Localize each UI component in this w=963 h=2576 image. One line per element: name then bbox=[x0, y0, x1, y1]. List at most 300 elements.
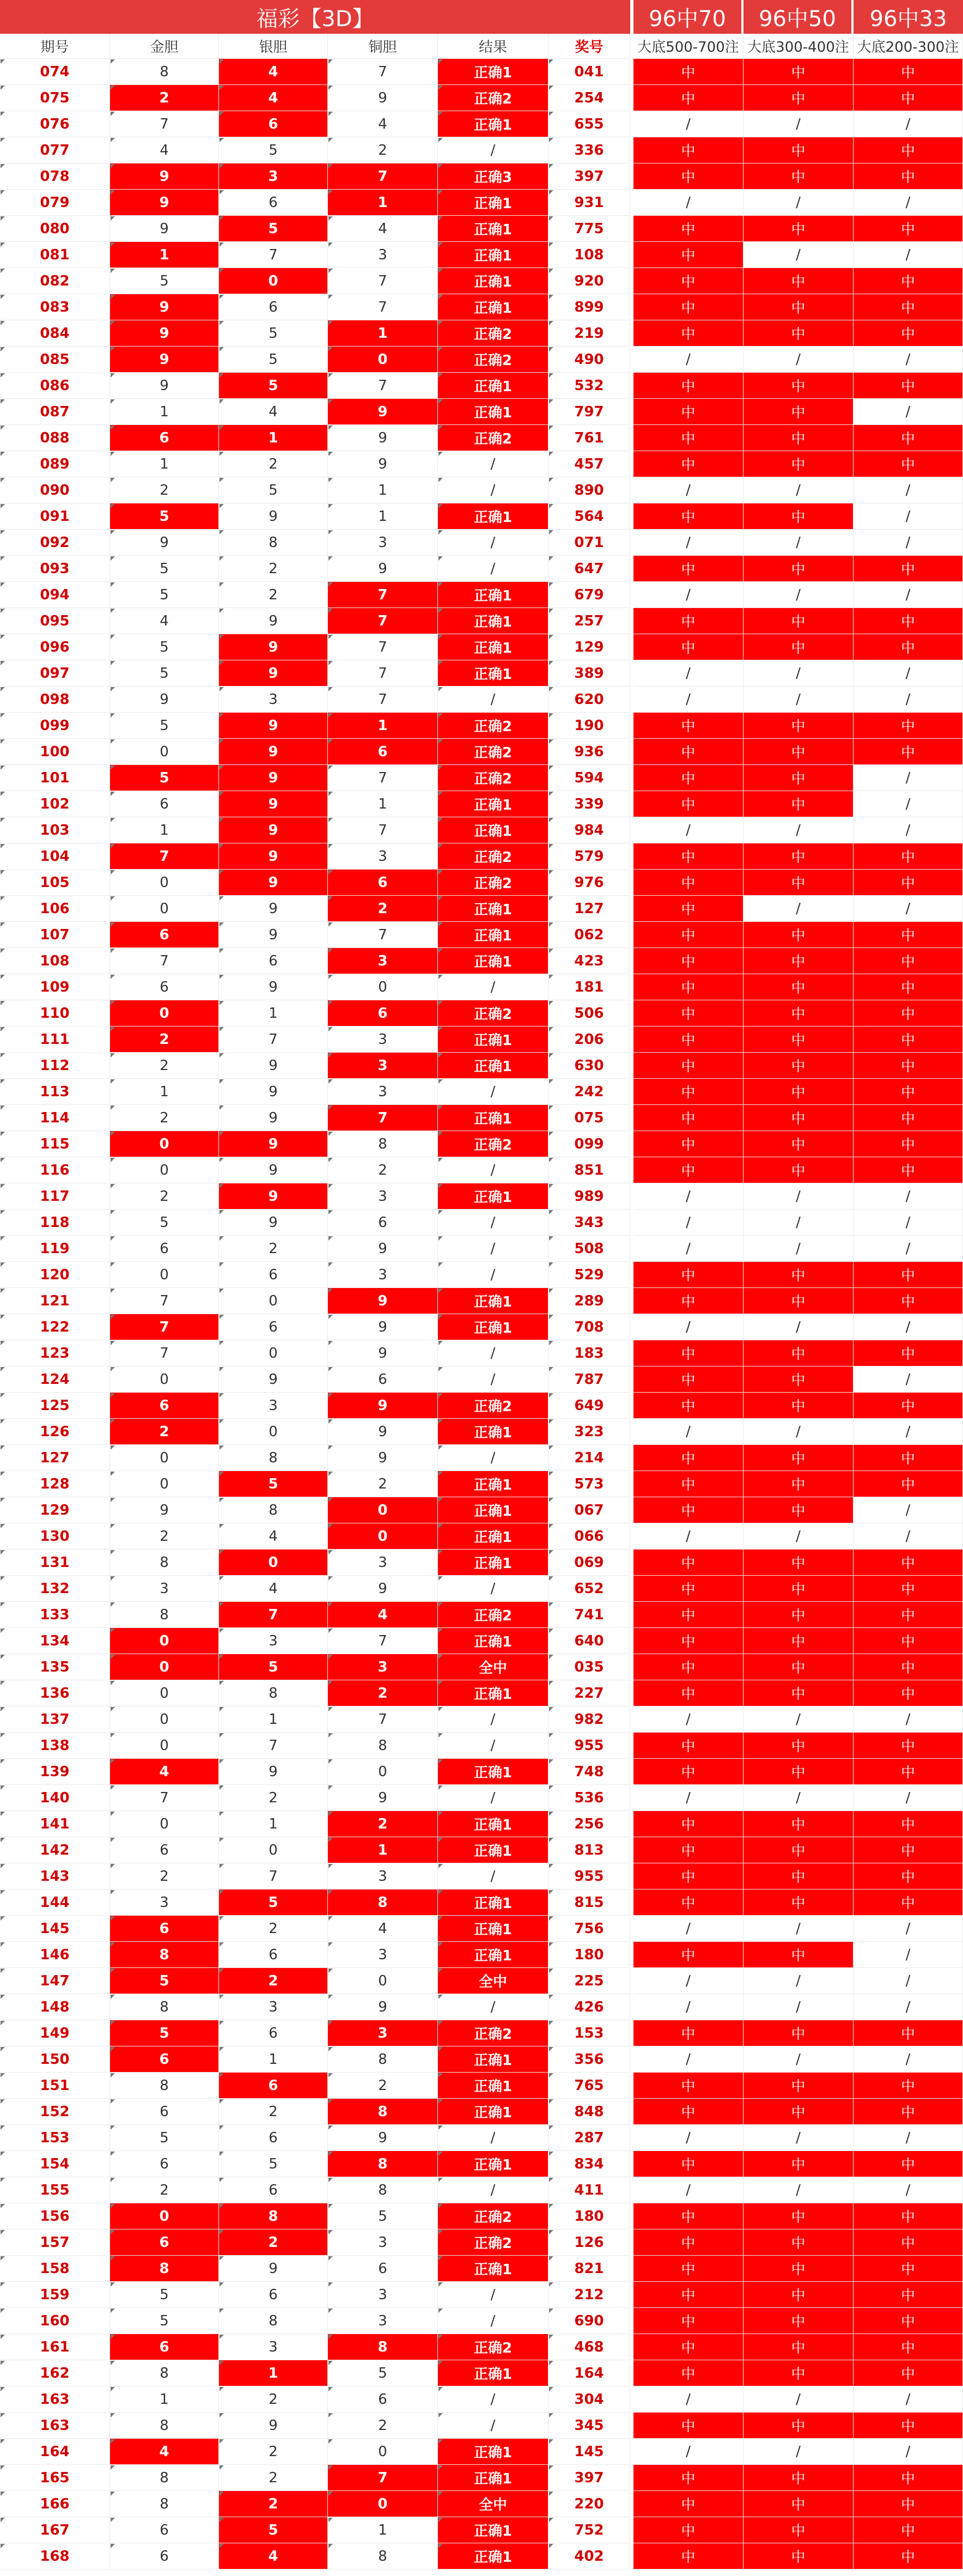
winning-number-cell: 214 bbox=[548, 1445, 630, 1471]
bronze-cell: 3 bbox=[328, 2229, 438, 2256]
bronze-cell: 7 bbox=[328, 1628, 438, 1654]
result-cell: 正确1 bbox=[438, 2543, 548, 2569]
result-cell: / bbox=[438, 2282, 548, 2308]
result-cell: 正确1 bbox=[438, 1942, 548, 1968]
base-300-400-cell: 中 bbox=[743, 1576, 854, 1602]
base-200-300-cell: / bbox=[854, 1210, 963, 1236]
base-500-700-cell: 中 bbox=[633, 2151, 743, 2177]
gold-cell: 7 bbox=[110, 1314, 219, 1340]
bronze-cell: 6 bbox=[328, 870, 438, 896]
base-500-700-cell: 中 bbox=[633, 1811, 743, 1837]
result-cell: 正确1 bbox=[438, 1759, 548, 1785]
silver-cell: 9 bbox=[219, 713, 328, 739]
base-300-400-cell: 中 bbox=[743, 2099, 854, 2125]
table-row bbox=[0, 608, 963, 634]
base-200-300-cell: / bbox=[854, 660, 963, 686]
issue-cell: 112 bbox=[0, 1053, 110, 1079]
silver-cell: 9 bbox=[219, 843, 328, 870]
table-row bbox=[0, 2282, 963, 2308]
issue-cell: 117 bbox=[0, 1183, 110, 1210]
base-500-700-cell: 中 bbox=[633, 1366, 743, 1393]
silver-cell: 5 bbox=[219, 2151, 328, 2177]
table-row bbox=[0, 137, 963, 163]
result-cell: 正确2 bbox=[438, 1393, 548, 1419]
base-500-700-cell: 中 bbox=[633, 2282, 743, 2308]
winning-number-cell: 339 bbox=[548, 791, 630, 817]
base-200-300-cell: 中 bbox=[854, 1340, 963, 1366]
gold-cell: 8 bbox=[110, 1994, 219, 2020]
base-200-300-cell: 中 bbox=[854, 608, 963, 634]
issue-cell: 167 bbox=[0, 2517, 110, 2543]
base-300-400-cell: / bbox=[743, 2386, 854, 2413]
base-300-400-cell: 中 bbox=[743, 1890, 854, 1916]
base-500-700-cell: 中 bbox=[633, 163, 743, 190]
result-cell: / bbox=[438, 1785, 548, 1811]
issue-cell: 144 bbox=[0, 1890, 110, 1916]
issue-cell: 109 bbox=[0, 974, 110, 1000]
winning-number-cell: 099 bbox=[548, 1131, 630, 1157]
winning-number-cell: 356 bbox=[548, 2046, 630, 2073]
base-300-400-cell: / bbox=[743, 1419, 854, 1445]
result-cell: 正确1 bbox=[438, 1026, 548, 1053]
gold-cell: 4 bbox=[110, 137, 219, 163]
bronze-cell: 4 bbox=[328, 111, 438, 137]
base-500-700-cell: 中 bbox=[633, 1157, 743, 1183]
base-500-700-cell: 中 bbox=[633, 1026, 743, 1053]
winning-number-cell: 181 bbox=[548, 974, 630, 1000]
table-row bbox=[0, 242, 963, 268]
silver-cell: 8 bbox=[219, 2203, 328, 2229]
base-200-300-cell: / bbox=[854, 1916, 963, 1942]
group-96-50: 96中50 bbox=[743, 0, 851, 34]
base-300-400-cell: / bbox=[743, 477, 854, 503]
result-cell: 正确1 bbox=[438, 634, 548, 660]
base-500-700-cell: 中 bbox=[633, 1680, 743, 1706]
base-300-400-cell: 中 bbox=[743, 2229, 854, 2256]
gold-cell: 6 bbox=[110, 2046, 219, 2073]
bronze-cell: 3 bbox=[328, 530, 438, 556]
winning-number-cell: 834 bbox=[548, 2151, 630, 2177]
bronze-cell: 8 bbox=[328, 1131, 438, 1157]
result-cell: 正确1 bbox=[438, 2439, 548, 2465]
gold-cell: 6 bbox=[110, 2334, 219, 2360]
base-200-300-cell: 中 bbox=[854, 1157, 963, 1183]
base-500-700-cell: 中 bbox=[633, 1550, 743, 1576]
silver-cell: 7 bbox=[219, 1733, 328, 1759]
base-200-300-cell: 中 bbox=[854, 163, 963, 190]
gold-cell: 2 bbox=[110, 1863, 219, 1890]
silver-cell: 3 bbox=[219, 2334, 328, 2360]
table-row bbox=[0, 1654, 963, 1680]
issue-cell: 134 bbox=[0, 1628, 110, 1654]
issue-cell: 149 bbox=[0, 2020, 110, 2046]
winning-number-cell: 219 bbox=[548, 320, 630, 347]
base-200-300-cell: / bbox=[854, 242, 963, 268]
table-row bbox=[0, 1157, 963, 1183]
silver-cell: 9 bbox=[219, 1759, 328, 1785]
silver-cell: 9 bbox=[219, 1366, 328, 1393]
table-row bbox=[0, 922, 963, 948]
base-300-400-cell: 中 bbox=[743, 948, 854, 974]
gold-cell: 2 bbox=[110, 2177, 219, 2203]
winning-number-cell: 041 bbox=[548, 59, 630, 85]
base-300-400-cell: 中 bbox=[743, 556, 854, 582]
base-300-400-cell: 中 bbox=[743, 2073, 854, 2099]
winning-number-cell: 069 bbox=[548, 1550, 630, 1576]
issue-cell: 135 bbox=[0, 1654, 110, 1680]
gold-cell: 7 bbox=[110, 111, 219, 137]
result-cell: / bbox=[438, 2413, 548, 2439]
base-300-400-cell: / bbox=[743, 1314, 854, 1340]
silver-cell: 5 bbox=[219, 1890, 328, 1916]
table-row bbox=[0, 477, 963, 503]
bronze-cell: 7 bbox=[328, 1105, 438, 1131]
table-row bbox=[0, 582, 963, 608]
winning-number-cell: 529 bbox=[548, 1262, 630, 1288]
gold-cell: 7 bbox=[110, 1785, 219, 1811]
table-row bbox=[0, 2203, 963, 2229]
gold-cell: 6 bbox=[110, 2229, 219, 2256]
issue-cell: 074 bbox=[0, 59, 110, 85]
table-row bbox=[0, 1262, 963, 1288]
base-200-300-cell: 中 bbox=[854, 137, 963, 163]
issue-cell: 139 bbox=[0, 1759, 110, 1785]
result-cell: 正确1 bbox=[438, 294, 548, 320]
base-500-700-cell: / bbox=[633, 1419, 743, 1445]
silver-cell: 9 bbox=[219, 739, 328, 765]
base-200-300-cell: / bbox=[854, 347, 963, 373]
silver-cell: 0 bbox=[219, 1550, 328, 1576]
base-300-400-cell: / bbox=[743, 1994, 854, 2020]
winning-number-cell: 035 bbox=[548, 1654, 630, 1680]
issue-cell: 086 bbox=[0, 373, 110, 399]
result-cell: 正确1 bbox=[438, 922, 548, 948]
gold-cell: 0 bbox=[110, 1000, 219, 1026]
bronze-cell: 6 bbox=[328, 739, 438, 765]
table-row bbox=[0, 1471, 963, 1497]
result-cell: 正确1 bbox=[438, 503, 548, 530]
winning-number-cell: 536 bbox=[548, 1785, 630, 1811]
result-cell: 正确1 bbox=[438, 582, 548, 608]
base-500-700-cell: / bbox=[633, 111, 743, 137]
bronze-cell: 9 bbox=[328, 1340, 438, 1366]
base-200-300-cell: 中 bbox=[854, 1733, 963, 1759]
base-300-400-cell: 中 bbox=[743, 268, 854, 294]
base-200-300-cell: / bbox=[854, 190, 963, 216]
silver-cell: 9 bbox=[219, 608, 328, 634]
table-row bbox=[0, 2073, 963, 2099]
winning-number-cell: 679 bbox=[548, 582, 630, 608]
table-row bbox=[0, 1497, 963, 1523]
bronze-cell: 7 bbox=[328, 660, 438, 686]
winning-number-cell: 955 bbox=[548, 1733, 630, 1759]
table-row bbox=[0, 1759, 963, 1785]
gold-cell: 1 bbox=[110, 817, 219, 843]
base-200-300-cell: / bbox=[854, 477, 963, 503]
silver-cell: 5 bbox=[219, 347, 328, 373]
issue-cell: 150 bbox=[0, 2046, 110, 2073]
silver-cell: 9 bbox=[219, 2413, 328, 2439]
result-cell: 正确1 bbox=[438, 948, 548, 974]
winning-number-cell: 075 bbox=[548, 1105, 630, 1131]
winning-number-cell: 242 bbox=[548, 1079, 630, 1105]
base-200-300-cell: 中 bbox=[854, 2360, 963, 2386]
gold-cell: 2 bbox=[110, 1105, 219, 1131]
issue-cell: 106 bbox=[0, 896, 110, 922]
base-500-700-cell: 中 bbox=[633, 1000, 743, 1026]
silver-cell: 3 bbox=[219, 1994, 328, 2020]
bronze-cell: 7 bbox=[328, 765, 438, 791]
bronze-cell: 2 bbox=[328, 2413, 438, 2439]
base-200-300-cell: 中 bbox=[854, 1079, 963, 1105]
header-base-300-400: 大底300-400注 bbox=[743, 34, 854, 59]
base-500-700-cell: 中 bbox=[633, 2020, 743, 2046]
issue-cell: 116 bbox=[0, 1157, 110, 1183]
issue-cell: 082 bbox=[0, 268, 110, 294]
base-200-300-cell: 中 bbox=[854, 2308, 963, 2334]
silver-cell: 2 bbox=[219, 451, 328, 477]
base-300-400-cell: 中 bbox=[743, 1393, 854, 1419]
issue-cell: 162 bbox=[0, 2360, 110, 2386]
table-row bbox=[0, 2229, 963, 2256]
gold-cell: 9 bbox=[110, 1497, 219, 1523]
gold-cell: 9 bbox=[110, 347, 219, 373]
winning-number-cell: 206 bbox=[548, 1026, 630, 1053]
result-cell: 正确2 bbox=[438, 2020, 548, 2046]
base-200-300-cell: 中 bbox=[854, 1863, 963, 1890]
base-500-700-cell: 中 bbox=[633, 1131, 743, 1157]
winning-number-cell: 508 bbox=[548, 1236, 630, 1262]
base-300-400-cell: / bbox=[743, 111, 854, 137]
base-300-400-cell: / bbox=[743, 1706, 854, 1733]
bronze-cell: 9 bbox=[328, 1994, 438, 2020]
winning-number-cell: 071 bbox=[548, 530, 630, 556]
base-500-700-cell: 中 bbox=[633, 320, 743, 347]
bronze-cell: 3 bbox=[328, 242, 438, 268]
bronze-cell: 0 bbox=[328, 2439, 438, 2465]
winning-number-cell: 343 bbox=[548, 1210, 630, 1236]
issue-cell: 125 bbox=[0, 1393, 110, 1419]
table-row bbox=[0, 1236, 963, 1262]
bronze-cell: 3 bbox=[328, 1550, 438, 1576]
issue-cell: 084 bbox=[0, 320, 110, 347]
issue-cell: 099 bbox=[0, 713, 110, 739]
table-row bbox=[0, 1366, 963, 1393]
group-96-33: 96中33 bbox=[854, 0, 963, 34]
silver-cell: 9 bbox=[219, 1053, 328, 1079]
bronze-cell: 7 bbox=[328, 59, 438, 85]
gold-cell: 3 bbox=[110, 1576, 219, 1602]
silver-cell: 1 bbox=[219, 425, 328, 451]
base-500-700-cell: 中 bbox=[633, 791, 743, 817]
base-200-300-cell: / bbox=[854, 2386, 963, 2413]
gold-cell: 9 bbox=[110, 686, 219, 713]
gold-cell: 8 bbox=[110, 59, 219, 85]
winning-number-cell: 655 bbox=[548, 111, 630, 137]
base-300-400-cell: / bbox=[743, 242, 854, 268]
gold-cell: 2 bbox=[110, 1419, 219, 1445]
gold-cell: 6 bbox=[110, 922, 219, 948]
silver-cell: 2 bbox=[219, 2229, 328, 2256]
base-300-400-cell: / bbox=[743, 686, 854, 713]
result-cell: 全中 bbox=[438, 1968, 548, 1994]
base-500-700-cell: 中 bbox=[633, 268, 743, 294]
base-500-700-cell: 中 bbox=[633, 242, 743, 268]
bronze-cell: 0 bbox=[328, 2491, 438, 2517]
bronze-cell: 9 bbox=[328, 399, 438, 425]
base-500-700-cell: 中 bbox=[633, 1340, 743, 1366]
base-300-400-cell: 中 bbox=[743, 2020, 854, 2046]
result-cell: 正确1 bbox=[438, 2517, 548, 2543]
silver-cell: 1 bbox=[219, 1811, 328, 1837]
table-row bbox=[0, 1419, 963, 1445]
gold-cell: 5 bbox=[110, 660, 219, 686]
base-300-400-cell: / bbox=[743, 582, 854, 608]
header-bronze: 铜胆 bbox=[328, 34, 438, 59]
base-300-400-cell: 中 bbox=[743, 974, 854, 1000]
silver-cell: 2 bbox=[219, 1236, 328, 1262]
gold-cell: 0 bbox=[110, 1262, 219, 1288]
result-cell: 正确1 bbox=[438, 1628, 548, 1654]
winning-number-cell: 851 bbox=[548, 1157, 630, 1183]
base-500-700-cell: 中 bbox=[633, 974, 743, 1000]
base-500-700-cell: / bbox=[633, 1523, 743, 1550]
gold-cell: 5 bbox=[110, 503, 219, 530]
silver-cell: 9 bbox=[219, 896, 328, 922]
silver-cell: 0 bbox=[219, 1340, 328, 1366]
table-row bbox=[0, 1523, 963, 1550]
winning-number-cell: 752 bbox=[548, 2517, 630, 2543]
result-cell: / bbox=[438, 2177, 548, 2203]
table-row bbox=[0, 1105, 963, 1131]
base-300-400-cell: / bbox=[743, 1523, 854, 1550]
base-200-300-cell: / bbox=[854, 2439, 963, 2465]
base-500-700-cell: 中 bbox=[633, 948, 743, 974]
bronze-cell: 8 bbox=[328, 1733, 438, 1759]
silver-cell: 6 bbox=[219, 2282, 328, 2308]
silver-cell: 5 bbox=[219, 216, 328, 242]
base-200-300-cell: / bbox=[854, 1942, 963, 1968]
silver-cell: 6 bbox=[219, 2020, 328, 2046]
base-200-300-cell: 中 bbox=[854, 2413, 963, 2439]
base-200-300-cell: 中 bbox=[854, 1550, 963, 1576]
winning-number-cell: 989 bbox=[548, 1183, 630, 1210]
bronze-cell: 3 bbox=[328, 2282, 438, 2308]
bronze-cell: 7 bbox=[328, 294, 438, 320]
silver-cell: 4 bbox=[219, 1576, 328, 1602]
silver-cell: 2 bbox=[219, 1968, 328, 1994]
table-row bbox=[0, 59, 963, 85]
gold-cell: 0 bbox=[110, 896, 219, 922]
result-cell: 正确1 bbox=[438, 817, 548, 843]
base-200-300-cell: 中 bbox=[854, 974, 963, 1000]
base-500-700-cell: / bbox=[633, 347, 743, 373]
base-200-300-cell: / bbox=[854, 896, 963, 922]
silver-cell: 2 bbox=[219, 556, 328, 582]
silver-cell: 4 bbox=[219, 399, 328, 425]
result-cell: 正确2 bbox=[438, 765, 548, 791]
table-row bbox=[0, 216, 963, 242]
result-cell: / bbox=[438, 1236, 548, 1262]
base-500-700-cell: 中 bbox=[633, 1733, 743, 1759]
issue-cell: 103 bbox=[0, 817, 110, 843]
base-500-700-cell: 中 bbox=[633, 922, 743, 948]
issue-cell: 080 bbox=[0, 216, 110, 242]
base-500-700-cell: 中 bbox=[633, 2203, 743, 2229]
gold-cell: 8 bbox=[110, 2465, 219, 2491]
base-500-700-cell: 中 bbox=[633, 294, 743, 320]
base-500-700-cell: 中 bbox=[633, 713, 743, 739]
issue-cell: 090 bbox=[0, 477, 110, 503]
table-row bbox=[0, 320, 963, 347]
gold-cell: 5 bbox=[110, 2125, 219, 2151]
base-500-700-cell: 中 bbox=[633, 765, 743, 791]
table-row bbox=[0, 268, 963, 294]
base-200-300-cell: 中 bbox=[854, 1262, 963, 1288]
issue-cell: 097 bbox=[0, 660, 110, 686]
result-cell: 正确3 bbox=[438, 163, 548, 190]
issue-cell: 151 bbox=[0, 2073, 110, 2099]
base-300-400-cell: 中 bbox=[743, 2282, 854, 2308]
result-cell: / bbox=[438, 1079, 548, 1105]
issue-cell: 124 bbox=[0, 1366, 110, 1393]
bronze-cell: 7 bbox=[328, 817, 438, 843]
base-300-400-cell: 中 bbox=[743, 163, 854, 190]
base-300-400-cell: 中 bbox=[743, 425, 854, 451]
base-300-400-cell: 中 bbox=[743, 1340, 854, 1366]
gold-cell: 8 bbox=[110, 1602, 219, 1628]
issue-cell: 093 bbox=[0, 556, 110, 582]
table-row bbox=[0, 843, 963, 870]
base-200-300-cell: 中 bbox=[854, 739, 963, 765]
bronze-cell: 8 bbox=[328, 2334, 438, 2360]
base-500-700-cell: 中 bbox=[633, 870, 743, 896]
silver-cell: 8 bbox=[219, 2308, 328, 2334]
silver-cell: 2 bbox=[219, 1916, 328, 1942]
issue-cell: 152 bbox=[0, 2099, 110, 2125]
gold-cell: 1 bbox=[110, 451, 219, 477]
gold-cell: 8 bbox=[110, 2413, 219, 2439]
silver-cell: 3 bbox=[219, 1393, 328, 1419]
base-500-700-cell: 中 bbox=[633, 1759, 743, 1785]
base-300-400-cell: 中 bbox=[743, 1550, 854, 1576]
bronze-cell: 9 bbox=[328, 2125, 438, 2151]
bronze-cell: 3 bbox=[328, 2308, 438, 2334]
issue-cell: 153 bbox=[0, 2125, 110, 2151]
winning-number-cell: 180 bbox=[548, 2203, 630, 2229]
bronze-cell: 9 bbox=[328, 1419, 438, 1445]
result-cell: / bbox=[438, 2125, 548, 2151]
winning-number-cell: 647 bbox=[548, 556, 630, 582]
base-200-300-cell: / bbox=[854, 1236, 963, 1262]
gold-cell: 5 bbox=[110, 556, 219, 582]
issue-cell: 165 bbox=[0, 2465, 110, 2491]
base-500-700-cell: 中 bbox=[633, 1445, 743, 1471]
result-cell: 正确2 bbox=[438, 347, 548, 373]
base-300-400-cell: 中 bbox=[743, 2203, 854, 2229]
base-200-300-cell: 中 bbox=[854, 1131, 963, 1157]
table-row bbox=[0, 817, 963, 843]
gold-cell: 9 bbox=[110, 216, 219, 242]
bronze-cell: 3 bbox=[328, 1079, 438, 1105]
winning-number-cell: 304 bbox=[548, 2386, 630, 2413]
result-cell: / bbox=[438, 2386, 548, 2413]
gold-cell: 9 bbox=[110, 294, 219, 320]
base-200-300-cell: / bbox=[854, 1497, 963, 1523]
base-500-700-cell: / bbox=[633, 686, 743, 713]
gold-cell: 4 bbox=[110, 608, 219, 634]
issue-cell: 113 bbox=[0, 1079, 110, 1105]
